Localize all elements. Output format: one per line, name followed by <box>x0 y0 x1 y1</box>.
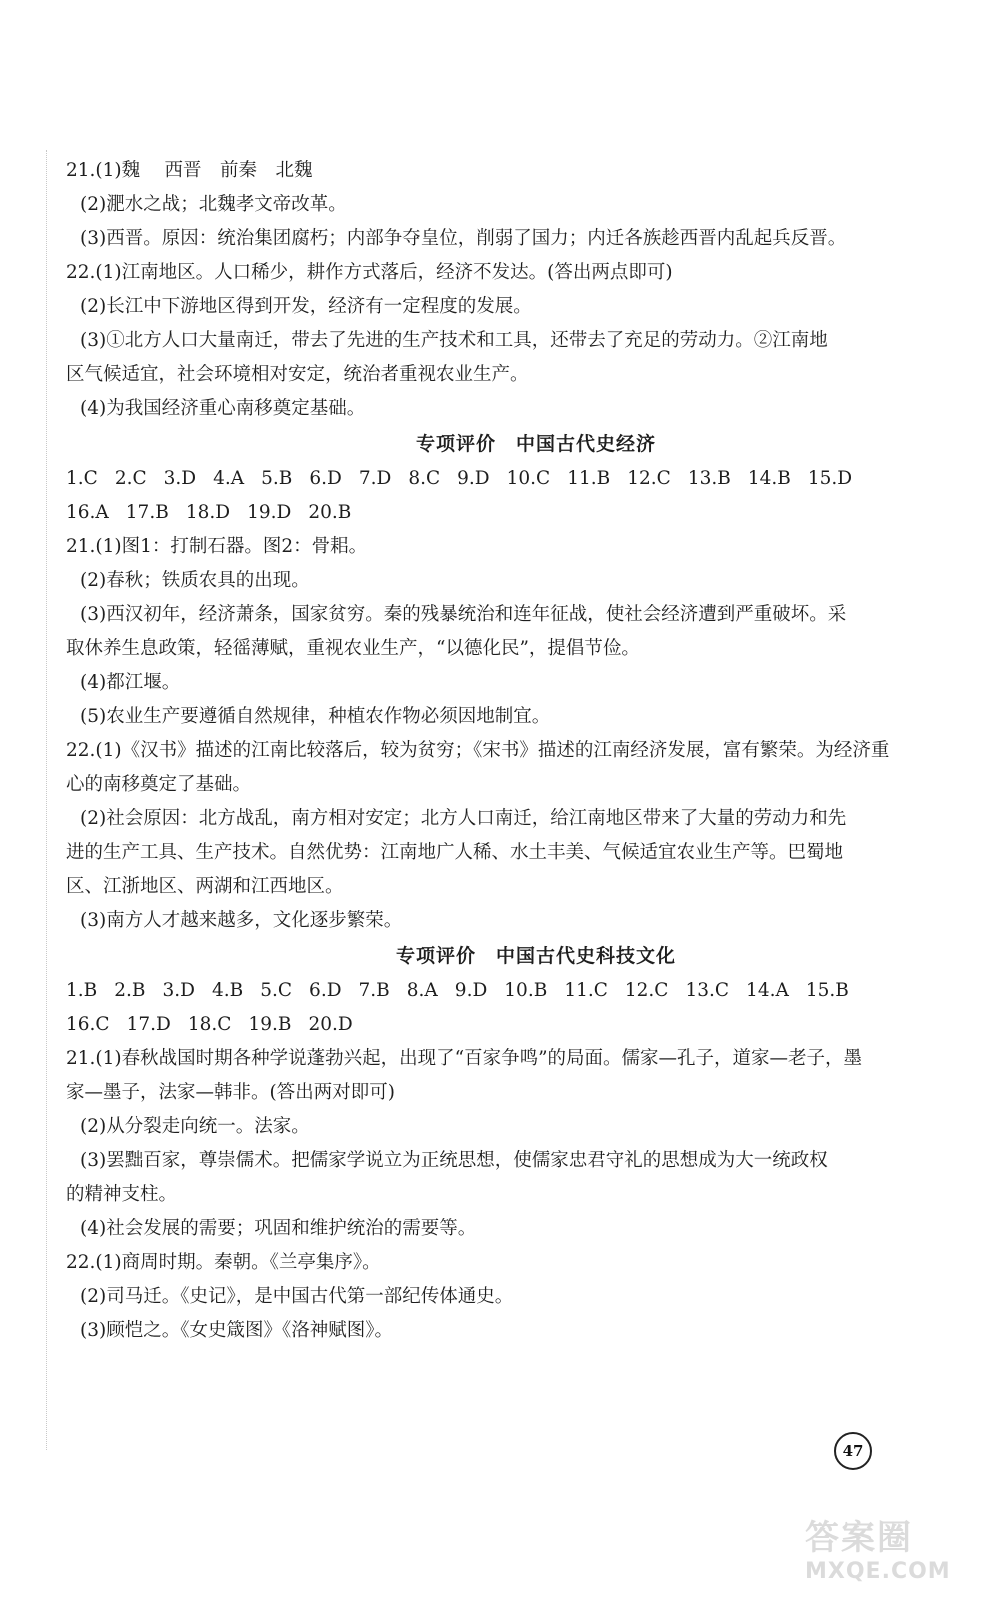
answer-21-2: (2)从分裂走向统一。法家。 <box>80 1116 310 1137</box>
answer-21-1: 21.(1)图1：打制石器。图2：骨耜。 <box>66 536 368 557</box>
answer-21-2: (2)淝水之战；北魏孝文帝改革。 <box>80 194 347 215</box>
answer-22-2: (2)司马迁。《史记》，是中国古代第一部纪传体通史。 <box>80 1286 514 1307</box>
mc-answer: 3.D <box>163 468 197 489</box>
mc-answers-row <box>66 974 946 1008</box>
answer-21-1: 21.(1)魏 西晋 前秦 北魏 <box>66 160 313 181</box>
mc-answer: 9.D <box>454 980 488 1001</box>
mc-answer: 19.D <box>247 502 292 523</box>
mc-answer: 2.B <box>114 980 146 1001</box>
answer-22-2-cont: 进的生产工具、生产技术。自然优势：江南地广人稀、水土丰美、气候适宜农业生产等。巴蜀地 <box>66 842 844 863</box>
mc-answer: 6.D <box>309 468 342 489</box>
mc-answer: 19.B <box>248 1014 292 1035</box>
mc-answer: 11.C <box>564 980 608 1001</box>
answer-22-1-cont: 心的南移奠定了基础。 <box>66 774 252 795</box>
mc-answer: 18.C <box>187 1014 232 1035</box>
answer-22-4: (4)为我国经济重心南移奠定基础。 <box>80 398 366 419</box>
mc-answer: 20.B <box>308 502 352 523</box>
mc-answers-row <box>66 1008 946 1042</box>
answer-22-3: (3)①北方人口大量南迁，带去了先进的生产技术和工具，还带去了充足的劳动力。②江南地 <box>80 330 828 351</box>
mc-answer: 14.A <box>746 980 789 1001</box>
mc-answer: 16.C <box>66 1014 110 1035</box>
answer-22-1: 22.(1)江南地区。人口稀少，耕作方式落后，经济不发达。(答出两点即可) <box>66 262 673 283</box>
answer-21-3-cont: 的精神支柱。 <box>66 1184 178 1205</box>
mc-answer: 15.B <box>805 980 849 1001</box>
answer-22-3: (3)南方人才越来越多，文化逐步繁荣。 <box>80 910 403 931</box>
watermark-logo <box>805 1510 975 1594</box>
mc-answer: 12.C <box>627 468 671 489</box>
mc-answer: 18.D <box>185 502 231 523</box>
mc-answer: 10.C <box>506 468 551 489</box>
mc-answers-row <box>66 462 946 496</box>
mc-answer: 15.D <box>807 468 853 489</box>
mc-answer: 8.C <box>408 468 441 489</box>
answer-22-3-cont: 区气候适宜，社会环境相对安定，统治者重视农业生产。 <box>66 364 529 385</box>
answer-21-4: (4)都江堰。 <box>80 672 181 693</box>
mc-answer: 9.D <box>457 468 490 489</box>
mc-answers-row <box>66 496 946 530</box>
answer-21-1: 21.(1)春秋战国时期各种学说蓬勃兴起，出现了“百家争鸣”的局面。儒家—孔子，道家—老子，墨 <box>66 1048 863 1069</box>
answer-22-2: (2)社会原因：北方战乱，南方相对安定；北方人口南迁，给江南地区带来了大量的劳动力和先 <box>80 808 847 829</box>
watermark-bottom-text: MXQE.COM <box>805 1559 951 1584</box>
mc-answer: 1.B <box>66 980 98 1001</box>
mc-answer: 7.D <box>358 468 392 489</box>
answer-21-3: (3)西汉初年，经济萧条，国家贫穷。秦的残暴统治和连年征战，使社会经济遭到严重破坏。采 <box>80 604 847 625</box>
mc-answer: 5.B <box>261 468 293 489</box>
watermark-top-text: 答案圈 <box>805 1518 913 1558</box>
mc-answer: 17.B <box>125 502 169 523</box>
mc-answer: 13.B <box>687 468 731 489</box>
margin-guide <box>46 150 47 1450</box>
mc-answer: 5.C <box>260 980 293 1001</box>
answer-22-2-cont: 区、江浙地区、两湖和江西地区。 <box>66 876 344 897</box>
mc-answer: 8.A <box>406 980 438 1001</box>
mc-answer: 17.D <box>126 1014 171 1035</box>
answer-22-2: (2)长江中下游地区得到开发，经济有一定程度的发展。 <box>80 296 532 317</box>
answer-content <box>66 154 946 1348</box>
mc-answer: 7.B <box>358 980 390 1001</box>
answer-21-2: (2)春秋；铁质农具的出现。 <box>80 570 310 591</box>
answer-22-3: (3)顾恺之。《女史箴图》《洛神赋图》。 <box>80 1320 393 1341</box>
answer-22-1: 22.(1)商周时期。秦朝。《兰亭集序》。 <box>66 1252 381 1273</box>
answer-21-1-cont: 家—墨子，法家—韩非。(答出两对即可) <box>66 1082 395 1103</box>
mc-answer: 3.D <box>162 980 195 1001</box>
section-title-tech-culture: 专项评价 中国古代史科技文化 <box>395 945 676 967</box>
mc-answer: 14.B <box>747 468 791 489</box>
mc-answer: 6.D <box>309 980 342 1001</box>
mc-answer: 10.B <box>504 980 548 1001</box>
mc-answer: 20.D <box>308 1014 353 1035</box>
mc-answer: 2.C <box>114 468 147 489</box>
mc-answer: 16.A <box>66 502 109 523</box>
answer-21-5: (5)农业生产要遵循自然规律，种植农作物必须因地制宜。 <box>80 706 551 727</box>
mc-answer: 13.C <box>685 980 730 1001</box>
section-title-economy: 专项评价 中国古代史经济 <box>415 433 656 455</box>
page-number: 47 <box>834 1432 872 1470</box>
mc-answer: 1.C <box>66 468 98 489</box>
answer-21-3-cont: 取休养生息政策，轻徭薄赋，重视农业生产，“以德化民”，提倡节俭。 <box>66 638 640 659</box>
mc-answer: 12.C <box>624 980 669 1001</box>
mc-answer: 4.A <box>213 468 245 489</box>
answer-21-4: (4)社会发展的需要；巩固和维护统治的需要等。 <box>80 1218 477 1239</box>
answer-22-1: 22.(1)《汉书》描述的江南比较落后，较为贫穷；《宋书》描述的江南经济发展，富有繁荣。为经济重 <box>66 740 890 761</box>
answer-21-3: (3)西晋。原因：统治集团腐朽；内部争夺皇位，削弱了国力；内迁各族趁西晋内乱起兵反晋。 <box>80 228 847 249</box>
mc-answer: 4.B <box>211 980 244 1001</box>
mc-answer: 11.B <box>567 468 611 489</box>
answer-21-3: (3)罢黜百家，尊崇儒术。把儒家学说立为正统思想，使儒家忠君守礼的思想成为大一统政权 <box>80 1150 828 1171</box>
